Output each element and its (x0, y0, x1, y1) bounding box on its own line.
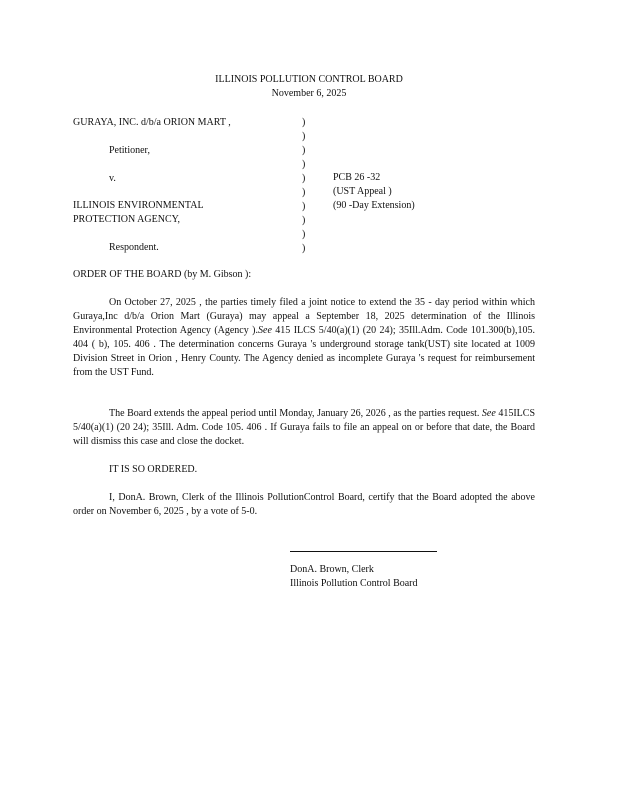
paragraph-1 (73, 296, 535, 380)
order-date: November 6, 2025 (271, 88, 347, 99)
paren: ) (302, 201, 306, 212)
paragraph-2-text-a: The Board extends the appeal period until Monday, January 26, 2026 , as the parties request. (109, 408, 482, 419)
petitioner-role: Petitioner, (109, 145, 150, 156)
paren: ) (302, 117, 306, 128)
paren: ) (302, 173, 306, 184)
paragraph-2-text-b: 415ILCS 5/40(a)(1) (20 24); 35Ill. Adm. Code 105. 406 . If Guraya fails to file an appeal on or before that date, the Board will dismiss this case and close the docket. (73, 408, 536, 447)
respondent-name-line1: ILLINOIS ENVIRONMENTAL (73, 200, 204, 211)
case-subtype: (90 -Day Extension) (333, 200, 415, 211)
order-heading: ORDER OF THE BOARD (by M. Gibson ): (73, 269, 252, 280)
caption-parentheses (302, 116, 312, 256)
paragraph-2 (73, 407, 535, 449)
paren: ) (302, 159, 306, 170)
so-ordered: IT IS SO ORDERED. (109, 464, 198, 475)
versus: v. (109, 173, 116, 184)
paren: ) (302, 145, 306, 156)
paren: ) (302, 215, 306, 226)
see-citation: See (481, 408, 496, 419)
case-number: PCB 26 -32 (333, 172, 381, 183)
paren: ) (302, 187, 306, 198)
signer-title: Illinois Pollution Control Board (290, 578, 418, 589)
respondent-role: Respondent. (109, 242, 159, 253)
respondent-name-line2: PROTECTION AGENCY, (73, 214, 181, 225)
paragraph-1-text-b: 415 ILCS 5/40(a)(1) (20 24); 35Ill.Adm. Code 101.300(b),105. 404 ( b), 105. 406 . The determination concerns Guraya 's underground storage tank(UST) site located at 1009 Division Street in Orion , Henry County. The Agency denied as incomplete Guraya 's request for reimbursement from the UST Fund. (73, 325, 535, 378)
paren: ) (302, 131, 306, 142)
paragraph-1-text-a: On October 27, 2025 , the parties timely filed a joint notice to extend the 35 - day period within which Guraya,Inc d/b/a Orion Mart (Guraya) may appeal a September 18, 2025 determination of the Illinois Environmental Protection Agency (Agency ). (73, 297, 535, 336)
case-type: (UST Appeal ) (333, 186, 392, 197)
signer-name: DonA. Brown, Clerk (290, 564, 374, 575)
signature-line (290, 551, 437, 552)
see-citation: See (258, 325, 272, 336)
paren: ) (302, 229, 306, 240)
certification-paragraph: I, DonA. Brown, Clerk of the Illinois PollutionControl Board, certify that the Board adopted the above order on November 6, 2025 , by a vote of 5-0. (73, 492, 535, 517)
board-heading: ILLINOIS POLLUTION CONTROL BOARD (215, 74, 403, 85)
petitioner-name: GURAYA, INC. d/b/a ORION MART , (73, 117, 231, 128)
paren: ) (302, 243, 306, 254)
